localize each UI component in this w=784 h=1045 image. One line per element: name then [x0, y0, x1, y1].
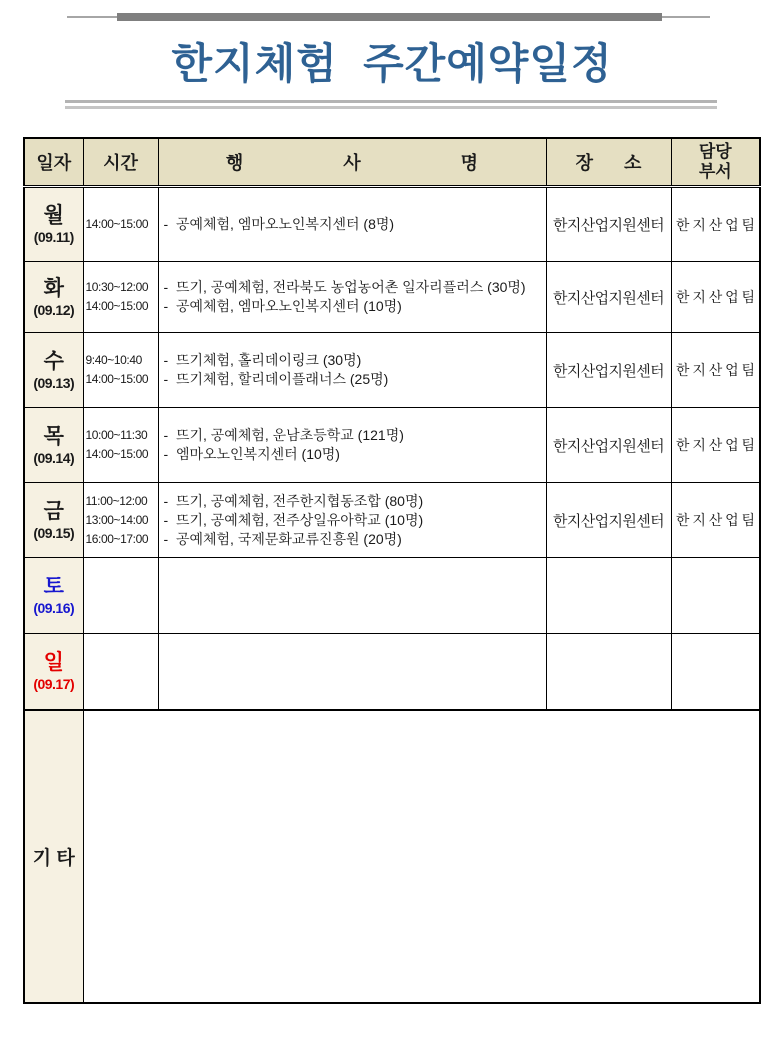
day-label: 수 [43, 349, 64, 373]
place-cell: 한지산업지원센터 [546, 187, 671, 262]
day-cell [24, 333, 83, 408]
header-event: 행 사 명 [158, 138, 546, 187]
day-date: (09.15) [33, 524, 75, 541]
dept-cell: 한 지 산 업 팀 [671, 262, 760, 333]
day-label: 목 [43, 424, 64, 448]
table-row-sunday [24, 634, 760, 710]
day-cell [24, 187, 83, 262]
dept-cell: 한 지 산 업 팀 [671, 408, 760, 483]
place-cell: 한지산업지원센터 [546, 262, 671, 333]
table-row-wednesday [24, 333, 760, 408]
top-decoration [67, 13, 710, 21]
day-date: (09.12) [33, 301, 75, 318]
day-cell [24, 483, 83, 558]
dept-cell [671, 634, 760, 710]
misc-label-cell: 기 타 [24, 710, 83, 1003]
day-label: 월 [43, 204, 64, 227]
header-row [24, 138, 760, 187]
event-cell [158, 634, 546, 710]
table-row-saturday [24, 558, 760, 634]
time-cell [83, 558, 158, 634]
day-date: (09.13) [33, 374, 75, 391]
table-row-tuesday [24, 262, 760, 333]
time-cell: 10:00~11:30 14:00~15:00 [83, 408, 158, 483]
day-cell [24, 558, 83, 634]
header-place: 장 소 [546, 138, 671, 187]
time-cell: 9:40~10:40 14:00~15:00 [83, 333, 158, 408]
event-cell [158, 558, 546, 634]
event-cell: - 뜨기, 공예체험, 전라북도 농업농어촌 일자리플러스 (30명) - 공예체험, 엠마오노인복지센터 (10명) [158, 262, 546, 333]
dept-cell [671, 558, 760, 634]
header-time: 시간 [83, 138, 158, 187]
table-row-misc [24, 710, 760, 1003]
day-label: 일 [43, 650, 64, 674]
day-date: (09.14) [33, 449, 75, 466]
header-date: 일자 [24, 138, 83, 187]
place-cell: 한지산업지원센터 [546, 483, 671, 558]
decor-line-left [67, 16, 117, 18]
time-cell [83, 634, 158, 710]
event-cell: - 뜨기체험, 홀리데이링크 (30명) - 뜨기체험, 할리데이플래너스 (25명) [158, 333, 546, 408]
day-date: (09.17) [33, 675, 75, 692]
time-cell: 10:30~12:00 14:00~15:00 [83, 262, 158, 333]
day-cell [24, 262, 83, 333]
place-cell: 한지산업지원센터 [546, 408, 671, 483]
day-label: 금 [43, 499, 64, 523]
place-cell: 한지산업지원센터 [546, 333, 671, 408]
header-dept [671, 138, 760, 187]
time-cell: 11:00~12:00 13:00~14:00 16:00~17:00 [83, 483, 158, 558]
dept-cell: 한 지 산 업 팀 [671, 333, 760, 408]
page-title: 한지체험 주간예약일정 [171, 40, 613, 87]
dept-cell: 한 지 산 업 팀 [671, 483, 760, 558]
misc-body-cell [83, 710, 760, 1003]
dept-cell: 한 지 산 업 팀 [671, 187, 760, 262]
table-row-friday [24, 483, 760, 558]
header-dept-line1: 담당 [698, 142, 732, 161]
day-label: 토 [43, 575, 64, 598]
day-label: 화 [43, 276, 64, 300]
day-date: (09.16) [33, 600, 75, 616]
day-cell [24, 408, 83, 483]
place-cell [546, 634, 671, 710]
table-row-monday [24, 187, 760, 262]
event-cell: - 뜨기, 공예체험, 운남초등학교 (121명) - 엠마오노인복지센터 (10명) [158, 408, 546, 483]
event-cell: - 공예체험, 엠마오노인복지센터 (8명) [158, 187, 546, 262]
time-cell: 14:00~15:00 [83, 187, 158, 262]
title-underline [65, 100, 717, 109]
decor-line-right [662, 16, 710, 18]
day-date: (09.11) [33, 229, 74, 245]
table-row-thursday [24, 408, 760, 483]
event-cell: - 뜨기, 공예체험, 전주한지협동조합 (80명) - 뜨기, 공예체험, 전주상일유아학교 (10명) - 공예체험, 국제문화교류진흥원 (20명) [158, 483, 546, 558]
place-cell [546, 558, 671, 634]
header-dept-line2: 부서 [698, 162, 732, 181]
decor-bar [117, 13, 662, 21]
day-cell [24, 634, 83, 710]
schedule-table [23, 137, 761, 1004]
